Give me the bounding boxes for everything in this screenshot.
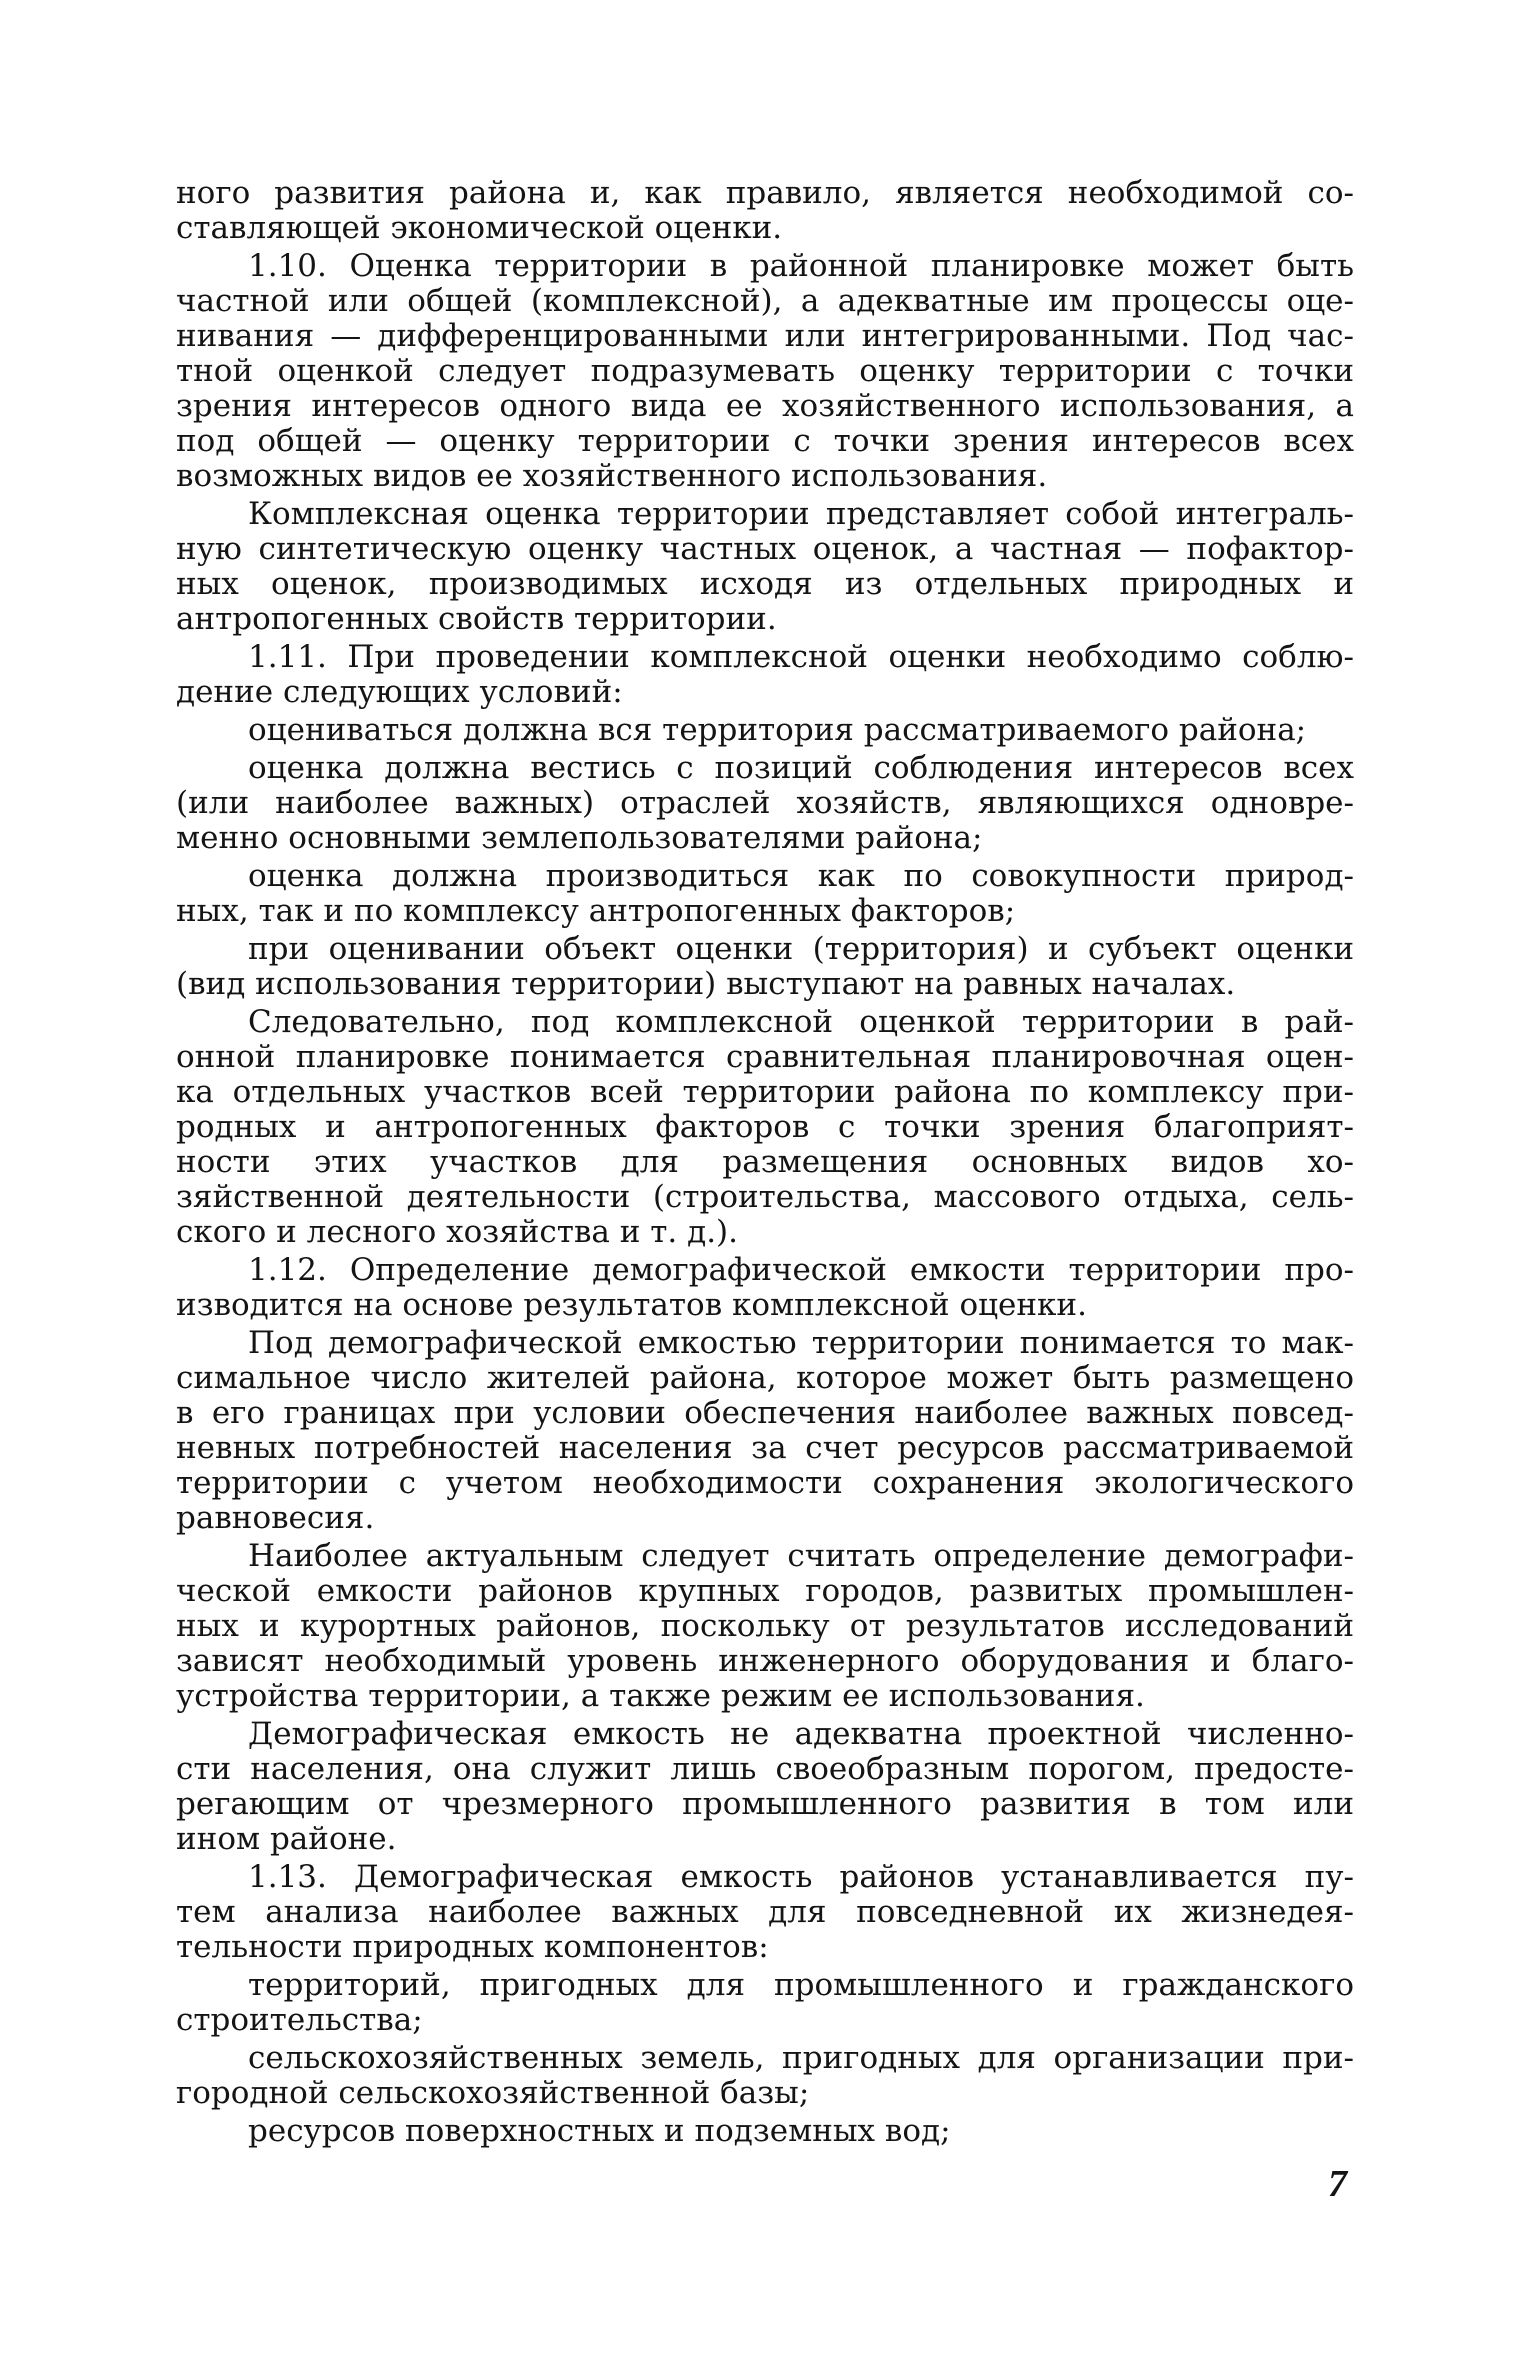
text-line: ных, так и по комплексу антропогенных факторов; (176, 894, 1016, 929)
text-line: дение следующих условий: (176, 675, 623, 710)
text-line: при оценивании объект оценки (территория) и субъект оценки (248, 932, 1354, 967)
paragraph (176, 2114, 1354, 2149)
paragraph (176, 859, 1354, 929)
text-line: изводится на основе результатов комплексной оценки. (176, 1288, 1087, 1323)
text-line: онной планировке понимается сравнительная планировочная оцен- (176, 1040, 1354, 1075)
paragraph (176, 640, 1354, 710)
text-line: сельскохозяйственных земель, пригодных для организации при- (248, 2041, 1354, 2076)
text-line: строительства; (176, 2003, 423, 2038)
text-line: Демографическая емкость не адекватна проектной численно- (248, 1717, 1354, 1752)
text-line: ческой емкости районов крупных городов, развитых промышлен- (176, 1574, 1354, 1609)
text-line: ином районе. (176, 1822, 397, 1857)
paragraph (176, 1005, 1354, 1250)
paragraph (176, 1717, 1354, 1857)
text-line: менно основными землепользователями района; (176, 821, 983, 856)
page-number: 7 (1328, 2163, 1347, 2205)
text-line: 1.11. При проведении комплексной оценки необходимо соблю- (248, 640, 1354, 675)
paragraph (176, 932, 1354, 1002)
text-line: ную синтетическую оценку частных оценок, а частная — пофактор- (176, 532, 1354, 567)
text-line: оцениваться должна вся территория рассматриваемого района; (248, 713, 1307, 748)
text-line: тельности природных компонентов: (176, 1930, 769, 1965)
paragraph (176, 1968, 1354, 2038)
text-line: ставляющей экономической оценки. (176, 211, 783, 246)
text-line: устройства территории, а также режим ее использования. (176, 1679, 1145, 1714)
text-line: нивания — дифференцированными или интегрированными. Под час- (176, 319, 1354, 354)
paragraph (176, 1326, 1354, 1536)
text-line: возможных видов ее хозяйственного использования. (176, 459, 1048, 494)
text-line: ского и лесного хозяйства и т. д.). (176, 1215, 738, 1250)
text-line: регающим от чрезмерного промышленного развития в том или (176, 1787, 1354, 1822)
text-line: тной оценкой следует подразумевать оценку территории с точки (176, 354, 1354, 389)
paragraph (176, 1253, 1354, 1323)
paragraph (176, 497, 1354, 637)
text-line: ресурсов поверхностных и подземных вод; (248, 2114, 951, 2149)
text-line: 1.10. Оценка территории в районной планировке может быть (248, 249, 1354, 284)
text-line: ности этих участков для размещения основных видов хо- (176, 1145, 1354, 1180)
text-line: оценка должна производиться как по совокупности природ- (248, 859, 1354, 894)
text-line: оценка должна вестись с позиций соблюдения интересов всех (248, 751, 1354, 786)
text-line: территории с учетом необходимости сохранения экологического (176, 1466, 1354, 1501)
text-line: тем анализа наиболее важных для повседневной их жизнедея- (176, 1895, 1354, 1930)
text-line: ных и курортных районов, поскольку от результатов исследований (176, 1609, 1354, 1644)
text-line: зависят необходимый уровень инженерного оборудования и благо- (176, 1644, 1354, 1679)
paragraph (176, 751, 1354, 856)
paragraph (176, 1539, 1354, 1714)
text-line: невных потребностей населения за счет ресурсов рассматриваемой (176, 1431, 1354, 1466)
paragraph (176, 1860, 1354, 1965)
text-line: (или наиболее важных) отраслей хозяйств, являющихся одновре- (176, 786, 1354, 821)
text-line: сти населения, она служит лишь своеобразным порогом, предосте- (176, 1752, 1354, 1787)
text-line: в его границах при условии обеспечения наиболее важных повсед- (176, 1396, 1354, 1431)
text-line: родных и антропогенных факторов с точки зрения благоприят- (176, 1110, 1354, 1145)
text-line: (вид использования территории) выступают на равных началах. (176, 967, 1236, 1002)
text-line: Наиболее актуальным следует считать определение демографи- (248, 1539, 1354, 1574)
text-line: 1.13. Демографическая емкость районов устанавливается пу- (248, 1860, 1354, 1895)
paragraph (176, 249, 1354, 494)
paragraph (176, 713, 1354, 748)
text-line: 1.12. Определение демографической емкости территории про- (248, 1253, 1354, 1288)
text-line: под общей — оценку территории с точки зрения интересов всех (176, 424, 1354, 459)
text-line: Под демографической емкостью территории понимается то мак- (248, 1326, 1354, 1361)
text-line: городной сельскохозяйственной базы; (176, 2076, 810, 2111)
text-line: зяйственной деятельности (строительства, массового отдыха, сель- (176, 1180, 1354, 1215)
text-line: ного развития района и, как правило, является необходимой со- (176, 176, 1354, 211)
text-line: Следовательно, под комплексной оценкой территории в рай- (248, 1005, 1354, 1040)
text-line: симальное число жителей района, которое может быть размещено (176, 1361, 1354, 1396)
text-line: антропогенных свойств территории. (176, 602, 777, 637)
page-body (176, 176, 1354, 2149)
text-line: частной или общей (комплексной), а адекватные им процессы оце- (176, 284, 1354, 319)
text-line: равновесия. (176, 1501, 375, 1536)
paragraph (176, 176, 1354, 246)
text-line: Комплексная оценка территории представляет собой интеграль- (248, 497, 1354, 532)
paragraph (176, 2041, 1354, 2111)
text-line: зрения интересов одного вида ее хозяйственного использования, а (176, 389, 1354, 424)
text-line: ка отдельных участков всей территории района по комплексу при- (176, 1075, 1354, 1110)
text-line: ных оценок, производимых исходя из отдельных природных и (176, 567, 1354, 602)
text-line: территорий, пригодных для промышленного и гражданского (248, 1968, 1354, 2003)
